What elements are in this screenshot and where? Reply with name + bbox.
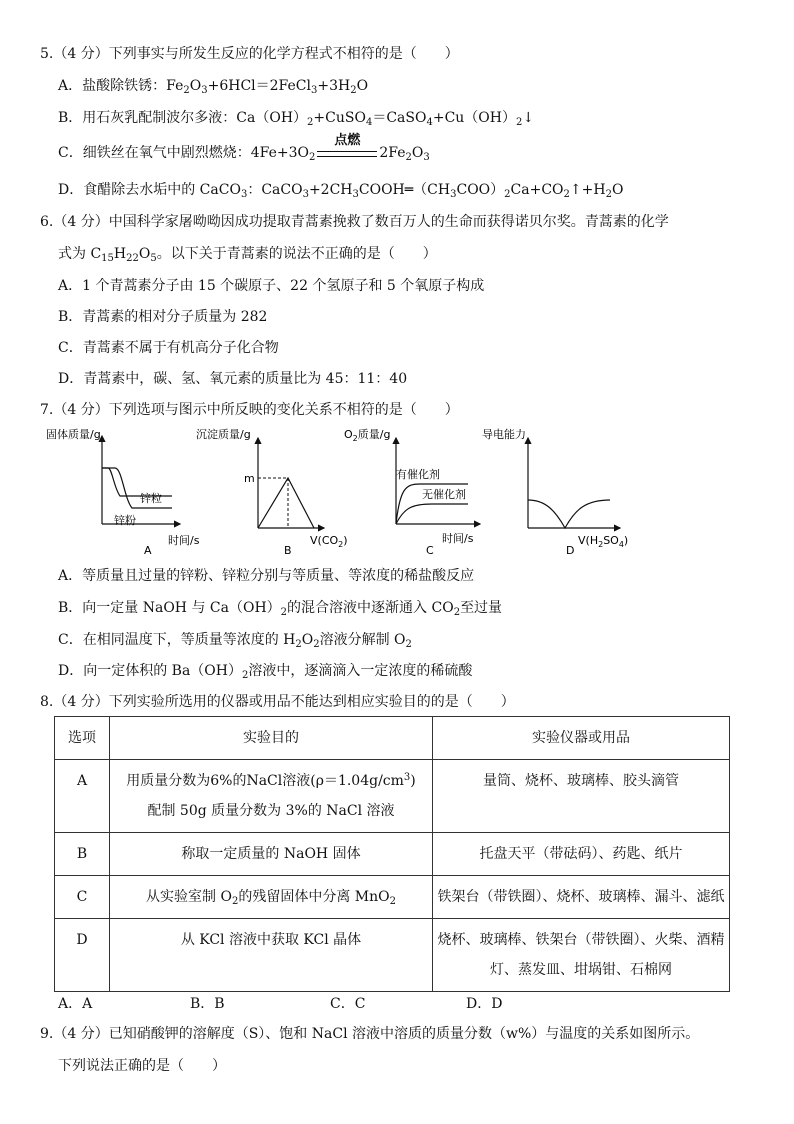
q5-stem: 5.（4 分）下列事实与所发生反应的化学方程式不相符的是（ ）: [40, 46, 459, 62]
table-header-row: [55, 717, 730, 760]
q5-option-d: D．食醋除去水垢中的 CaCO$_3$：$CaCO_3+2CH_3COOH═(CH_3COO)_2Ca+CO_2↑+H_2O$: [58, 182, 624, 200]
q7-option-b: B．向一定量 NaOH 与 $Ca(OH)_2$的混合溶液中逐渐通入 $CO_2$至过量: [58, 600, 503, 618]
q5-option-a: A．盐酸除铁锈：$Fe_2O_3+6HCl=2FeCl_3+3H_2O$: [58, 78, 369, 96]
q9-stem: 9.（4 分）已知硝酸钾的溶解度（S）、饱和 NaCl 溶液中溶质的质量分数（w%）与温度的关系如图所示。: [40, 1026, 700, 1042]
reaction-condition: 点燃: [317, 142, 377, 157]
choice-d[interactable]: D．D: [466, 996, 503, 1012]
graph-d: [482, 428, 628, 557]
header-tools: 实验仪器或用品: [433, 717, 730, 760]
header-purpose: 实验目的: [110, 717, 433, 760]
graph-b-xlabel: $V(CO_2)$: [310, 534, 348, 549]
choice-b[interactable]: B．B: [190, 996, 225, 1012]
table-row: C 从实验室制 $O_2$的残留固体中分离 MnO$_2$ 铁架台（带铁圈）、烧杯、玻璃棒、漏斗、滤纸: [55, 876, 730, 919]
q5-option-b: B．用石灰乳配制波尔多液：$Ca(OH)_2+CuSO_4=CaSO_4+Cu(OH)_2↓$: [58, 110, 535, 128]
q7-option-d: D．向一定体积的 $Ba(OH)_2$溶液中，逐滴滴入一定浓度的稀硫酸: [58, 663, 473, 681]
graph-a-label2: 锌粉: [114, 514, 136, 527]
graph-a-letter: A: [144, 544, 152, 557]
q6-option-d: D．青蒿素中，碳、氢、氧元素的质量比为 45：11：40: [58, 371, 408, 387]
graph-a-label1: 锌粒: [140, 492, 162, 505]
graph-b-mark: m: [244, 472, 255, 485]
q6-stem: 6.（4 分）中国科学家屠呦呦因成功提取青蒿素挽救了数百万人的生命而获得诺贝尔奖。青蒿素的化学: [40, 214, 669, 230]
q6-stem-cont: 式为 $C_{15}H_{22}O_5$。以下关于青蒿素的说法不正确的是（ ）: [58, 246, 437, 264]
q8-table: [54, 716, 730, 992]
graph-d-ylabel: 导电能力: [482, 428, 526, 441]
table-row: D 从 KCl 溶液中获取 KCl 晶体 烧杯、玻璃棒、铁架台（带铁圈）、火柴、酒精灯、蒸发皿、坩埚钳、石棉网: [55, 919, 730, 992]
q7-option-a: A．等质量且过量的锌粉、锌粒分别与等质量、等浓度的稀盐酸反应: [58, 568, 475, 584]
q6-option-a: A．1 个青蒿素分子由 15 个碳原子、22 个氢原子和 5 个氧原子构成: [58, 278, 485, 294]
graph-b: [196, 428, 348, 557]
q6-option-b: B．青蒿素的相对分子质量为 282: [58, 309, 268, 325]
choice-c[interactable]: C．C: [330, 996, 366, 1012]
graph-d-letter: D: [566, 544, 575, 557]
graph-b-letter: B: [284, 544, 292, 557]
header-option: 选项: [55, 717, 110, 760]
q8-stem: 8.（4 分）下列实验所选用的仪器或用品不能达到相应实验目的的是（ ）: [40, 694, 515, 710]
q9-stem-cont: 下列说法正确的是（ ）: [58, 1058, 226, 1074]
graph-c: [344, 428, 480, 557]
q7-graphs: [40, 428, 660, 560]
graph-c-label1: 有催化剂: [396, 468, 440, 481]
graph-b-ylabel: 沉淀质量/g: [196, 428, 251, 441]
graph-a: [46, 428, 200, 557]
graph-c-label2: 无催化剂: [422, 488, 466, 501]
q7-stem: 7.（4 分）下列选项与图示中所反映的变化关系不相符的是（ ）: [40, 402, 459, 418]
graph-a-xlabel: 时间/s: [168, 534, 200, 547]
choice-a[interactable]: A．A: [58, 996, 93, 1012]
graph-d-xlabel: $V(H_2SO_4)$: [578, 534, 629, 549]
q7-option-c: C．在相同温度下，等质量等浓度的 $H_2O_2$溶液分解制 $O_2$: [58, 632, 412, 650]
graph-c-xlabel: 时间/s: [442, 532, 474, 545]
table-row: A 用质量分数为6%的NaCl溶液$(\rho=1.04g/cm^3)$ 配制 50g 质量分数为 3%的 NaCl 溶液 量筒、烧杯、玻璃棒、胶头滴管: [55, 760, 730, 833]
graph-a-ylabel: 固体质量/g: [46, 428, 101, 441]
table-row: B 称取一定质量的 NaOH 固体 托盘天平（带砝码）、药匙、纸片: [55, 833, 730, 876]
graph-c-letter: C: [426, 544, 434, 557]
graph-c-ylabel: $O_2$质量/g: [344, 428, 391, 443]
q5-option-c: C．细铁丝在氧气中剧烈燃烧：$4Fe+3O_2$ 点燃 $2Fe_2O_3$: [58, 133, 430, 163]
q6-option-c: C．青蒿素不属于有机高分子化合物: [58, 340, 279, 356]
